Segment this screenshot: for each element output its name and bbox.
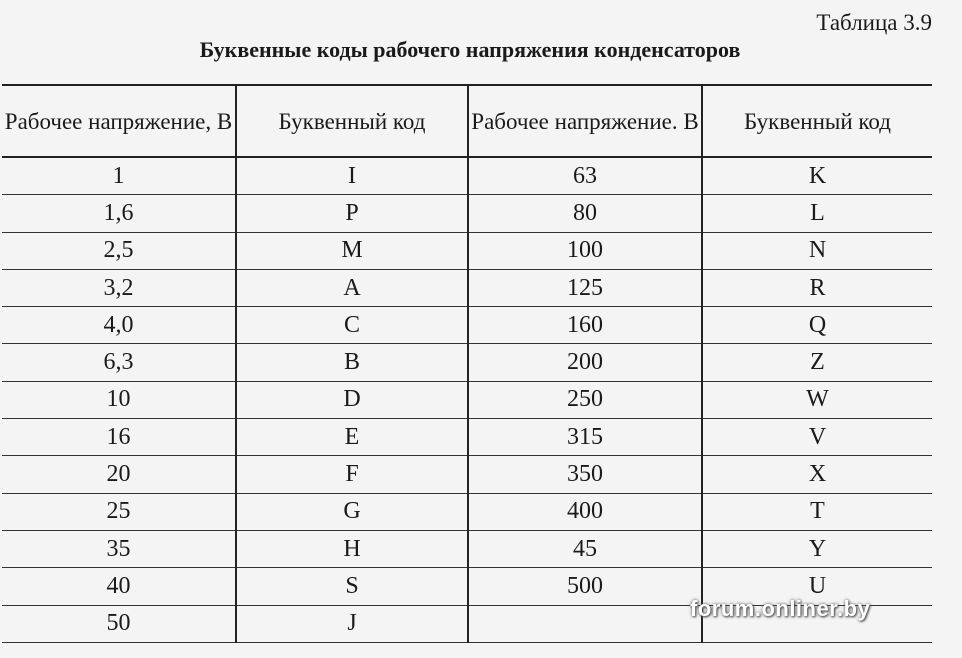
header-voltage-1: Рабочее напряжение, В xyxy=(4,108,233,134)
table-row xyxy=(2,232,932,269)
code-cell: L xyxy=(702,195,932,232)
voltage-codes-table xyxy=(2,84,932,643)
voltage-cell: 4,0 xyxy=(103,311,134,338)
voltage-cell: 16 xyxy=(106,423,131,450)
code-cell: X xyxy=(702,456,932,493)
table-row xyxy=(2,493,932,530)
code-cell: Q xyxy=(702,307,932,344)
voltage-cell: 400 xyxy=(468,493,702,530)
code-cell: H xyxy=(236,530,468,567)
table-row xyxy=(2,344,932,381)
voltage-cell xyxy=(468,605,702,642)
code-cell: A xyxy=(236,269,468,306)
code-cell: V xyxy=(702,419,932,456)
voltage-cell: 350 xyxy=(468,456,702,493)
voltage-cell: 40 xyxy=(106,572,131,599)
watermark: forum.onliner.by xyxy=(690,596,871,621)
voltage-cell: 500 xyxy=(468,568,702,605)
voltage-cell: 10 xyxy=(106,386,131,413)
table-row xyxy=(2,419,932,456)
code-cell: Y xyxy=(702,530,932,567)
code-cell: Z xyxy=(702,344,932,381)
code-cell: R xyxy=(702,269,932,306)
code-cell: B xyxy=(236,344,468,381)
header-voltage-2: Рабочее напряжение. В xyxy=(468,85,702,157)
code-cell: D xyxy=(236,381,468,418)
voltage-cell: 35 xyxy=(106,535,131,562)
voltage-cell: 2,5 xyxy=(103,237,134,264)
voltage-cell: 125 xyxy=(468,269,702,306)
code-cell: S xyxy=(236,568,468,605)
code-cell: J xyxy=(236,605,468,642)
voltage-cell: 80 xyxy=(468,195,702,232)
table-title: Буквенные коды рабочего напряжения конденсаторов xyxy=(199,37,741,62)
table-row xyxy=(2,456,932,493)
code-cell: E xyxy=(236,419,468,456)
voltage-cell: 100 xyxy=(468,232,702,269)
voltage-cell: 1,6 xyxy=(103,199,134,226)
voltage-cell: 250 xyxy=(468,381,702,418)
table-row xyxy=(2,269,932,306)
header-code-2: Буквенный код xyxy=(702,85,932,157)
voltage-cell: 20 xyxy=(106,461,131,488)
code-cell: K xyxy=(702,157,932,195)
voltage-cell: 25 xyxy=(106,498,131,525)
table-body xyxy=(2,157,932,642)
code-cell: U xyxy=(702,568,932,605)
table-row xyxy=(2,307,932,344)
code-cell: C xyxy=(236,307,468,344)
header-row xyxy=(2,85,932,157)
table-row xyxy=(2,195,932,232)
code-cell: G xyxy=(236,493,468,530)
voltage-cell: 160 xyxy=(468,307,702,344)
header-code-1: Буквенный код xyxy=(236,85,468,157)
code-cell: P xyxy=(236,195,468,232)
voltage-cell: 6,3 xyxy=(103,349,134,376)
code-cell: N xyxy=(702,232,932,269)
code-cell: T xyxy=(702,493,932,530)
code-cell: F xyxy=(236,456,468,493)
table-row xyxy=(2,530,932,567)
voltage-cell: 200 xyxy=(468,344,702,381)
voltage-cell: 50 xyxy=(106,610,131,637)
voltage-cell: 45 xyxy=(468,530,702,567)
code-cell: I xyxy=(236,157,468,195)
voltage-cell: 63 xyxy=(468,157,702,195)
voltage-cell: 315 xyxy=(468,419,702,456)
voltage-cell: 3,2 xyxy=(103,274,134,301)
table-number: Таблица 3.9 xyxy=(816,10,932,35)
table-row xyxy=(2,157,932,195)
table-row xyxy=(2,381,932,418)
code-cell: M xyxy=(236,232,468,269)
code-cell: W xyxy=(702,381,932,418)
voltage-cell: 1 xyxy=(112,162,125,189)
